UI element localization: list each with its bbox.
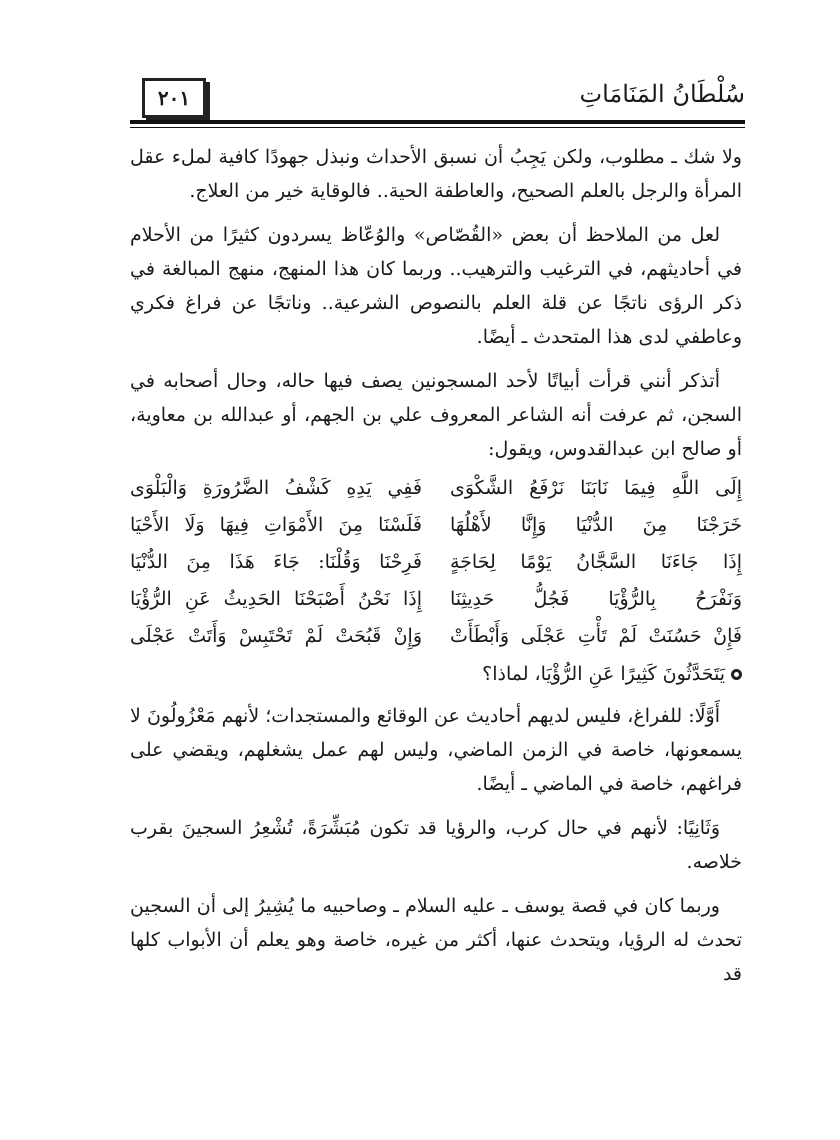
verse-first-hemistich: وَنَفْرَحُ بِالرُّؤْيَا فَجُلُّ حَدِيثِنَا (450, 588, 742, 610)
header-rule-thick (130, 120, 745, 124)
verse-first-hemistich: فَإِنْ حَسُنَتْ لَمْ تَأْتِ عَجْلَى وَأَبْطَأَتْ (450, 625, 742, 647)
poem-verse (130, 618, 742, 655)
poem-verse (130, 544, 742, 581)
running-title: سُلْطَانُ المَنَامَاتِ (579, 80, 745, 108)
verse-second-hemistich: فَلَسْنَا مِنَ الأَمْوَاتِ فِيهَا وَلَا الأَحْيَا (130, 514, 422, 536)
answer-first: أَوَّلًا: للفراغ، فليس لديهم أحاديث عن الوقائع والمستجدات؛ لأنهم مَعْزُولُونَ لا يسمعونها، خاصة في الزمن الماضي، وليس لهم عمل يشغلهم، ويقضي على فراغهم، خاصة في الماضي ـ أيضًا. (130, 705, 742, 795)
poem-verse (130, 507, 742, 544)
paragraph-1: ولا شك ـ مطلوب، ولكن يَجِبُ أن نسبق الأحداث ونبذل جهودًا كافية لملء عقل المرأة والرجل بالعلم الصحيح، والعاطفة الحية.. فالوقاية خير من العلاج. (130, 146, 742, 202)
question-heading (130, 657, 742, 691)
header-rule-thin (130, 127, 745, 128)
page-number: ٢٠١ (142, 78, 206, 118)
poem-verse (130, 470, 742, 507)
answer-second: وَثَانِيًا: لأنهم في حال كرب، والرؤيا قد تكون مُبَشِّرَةً، تُشْعِرُ السجينَ بقرب خلاصه. (130, 817, 742, 873)
verse-second-hemistich: فَفِي يَدِهِ كَشْفُ الضَّرُورَةِ وَالْبَلْوَى (130, 477, 422, 499)
verse-first-hemistich: إِلَى اللَّهِ فِيمَا نَابَنَا نَرْفَعُ الشَّكْوَى (450, 477, 742, 499)
paragraph-yusuf: وربما كان في قصة يوسف ـ عليه السلام ـ وصاحبيه ما يُشِيرُ إلى أن السجين تحدث له الرؤيا، ويتحدث عنها، أكثر من غيره، خاصة وهو يعلم أن الأبواب كلها قد (130, 895, 742, 985)
poem (130, 470, 742, 655)
paragraph-2: لعل من الملاحظ أن بعض «القُصّاص» والوُعّاظ يسردون كثيرًا من الأحلام في أحاديثهم، في الترغيب والترهيب.. وربما كان هذا المنهج، منهج المبالغة في ذكر الرؤى ناتجًا عن قلة العلم بالنصوص الشرعية.. وناتجًا عن فراغ فكري وعاطفي لدى هذا المتحدث ـ أيضًا. (130, 224, 742, 348)
paragraph-3: أتذكر أنني قرأت أبياتًا لأحد المسجونين يصف فيها حاله، وحال أصحابه في السجن، ثم عرفت أنه الشاعر المعروف علي بن الجهم، أو عبدالله بن معاوية، أو صالح ابن عبدالقدوس، ويقول: (130, 370, 742, 460)
page-header (130, 72, 745, 132)
verse-first-hemistich: إِذَا جَاءَنَا السَّجَّانُ يَوْمًا لِحَاجَةٍ (450, 551, 742, 573)
verse-first-hemistich: خَرَجْنَا مِنَ الدُّنْيَا وَإِنَّا لأَهْلُهَا (450, 514, 742, 536)
poem-verse (130, 581, 742, 618)
verse-second-hemistich: وَإِنْ قَبُحَتْ لَمْ تَحْتَبِسْ وَأَتَتْ عَجْلَى (130, 625, 422, 647)
verse-second-hemistich: فَرِحْنَا وَقُلْنَا: جَاءَ هَذَا مِنَ الدُّنْيَا (130, 551, 422, 573)
bullet-circle-icon (731, 669, 742, 680)
verse-second-hemistich: إِذَا نَحْنُ أَصْبَحْنَا الحَدِيثُ عَنِ الرُّؤْيَا (130, 588, 422, 610)
question-text: يَتَحَدَّثُونَ كَثِيرًا عَنِ الرُّؤْيَا، لماذا؟ (482, 663, 725, 685)
page-body (130, 140, 742, 1001)
